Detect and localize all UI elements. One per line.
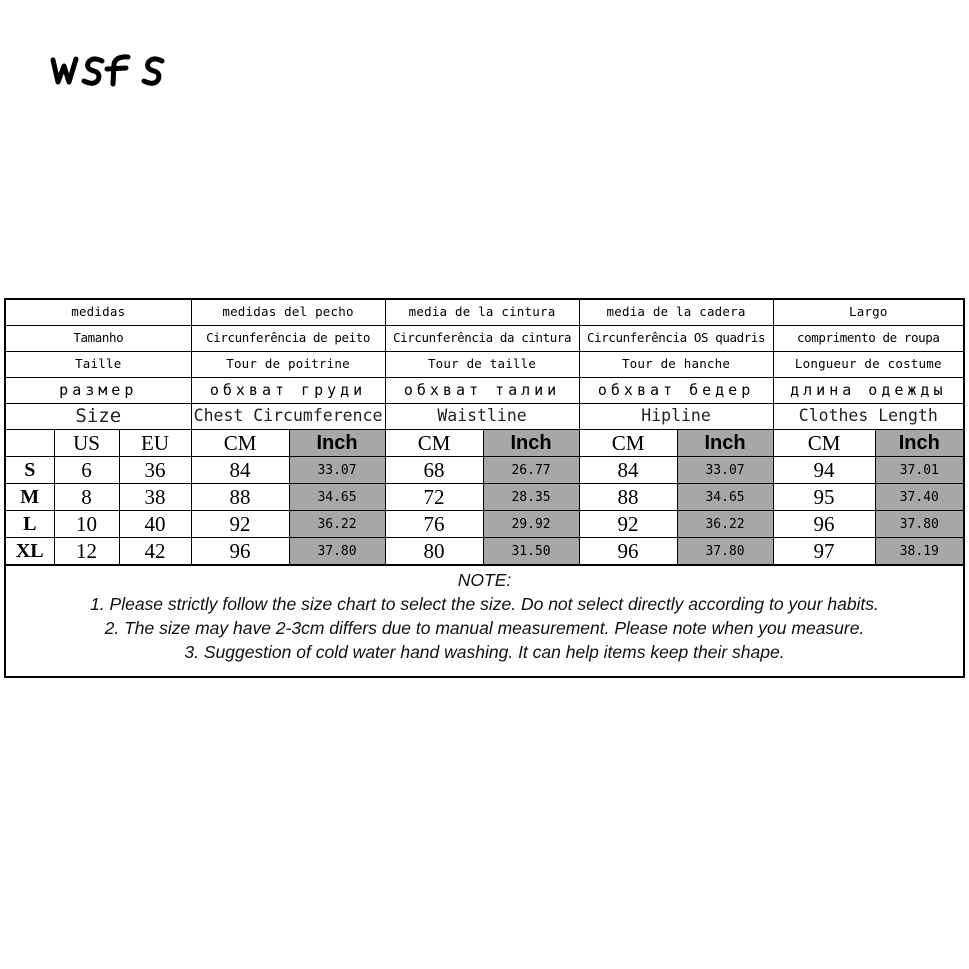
hip-cm-header: CM bbox=[579, 430, 677, 457]
header-row-russian bbox=[6, 378, 963, 404]
eu-header: EU bbox=[119, 430, 191, 457]
length-inch-cell: 37.01 bbox=[875, 457, 963, 484]
eu-cell: 40 bbox=[119, 511, 191, 538]
header-row-portuguese bbox=[6, 326, 963, 352]
header-waist-label: Tour de taille bbox=[385, 352, 579, 378]
table-row bbox=[6, 484, 963, 511]
unit-header-row bbox=[6, 430, 963, 457]
header-waist-label: Waistline bbox=[385, 404, 579, 430]
length-inch-cell: 37.40 bbox=[875, 484, 963, 511]
header-size-label: Taille bbox=[6, 352, 191, 378]
header-length-label: comprimento de roupa bbox=[773, 326, 963, 352]
chest-inch-cell: 37.80 bbox=[289, 538, 385, 565]
table-row bbox=[6, 457, 963, 484]
header-size-label: размер bbox=[6, 378, 191, 404]
size-chart bbox=[4, 298, 965, 678]
eu-cell: 38 bbox=[119, 484, 191, 511]
hip-inch-cell: 36.22 bbox=[677, 511, 773, 538]
chest-inch-header: Inch bbox=[289, 430, 385, 457]
us-header: US bbox=[54, 430, 119, 457]
header-chest-label: Chest Circumference bbox=[191, 404, 385, 430]
chest-cm-cell: 96 bbox=[191, 538, 289, 565]
hip-inch-header: Inch bbox=[677, 430, 773, 457]
blank-header-cell bbox=[6, 430, 54, 457]
header-waist-label: media de la cintura bbox=[385, 300, 579, 326]
us-cell: 12 bbox=[54, 538, 119, 565]
chest-cm-cell: 84 bbox=[191, 457, 289, 484]
chest-cm-header: CM bbox=[191, 430, 289, 457]
header-chest-label: обхват груди bbox=[191, 378, 385, 404]
header-hip-label: media de la cadera bbox=[579, 300, 773, 326]
header-chest-label: Tour de poitrine bbox=[191, 352, 385, 378]
chest-inch-cell: 33.07 bbox=[289, 457, 385, 484]
header-chest-label: medidas del pecho bbox=[191, 300, 385, 326]
eu-cell: 42 bbox=[119, 538, 191, 565]
waist-cm-header: CM bbox=[385, 430, 483, 457]
length-cm-cell: 97 bbox=[773, 538, 875, 565]
size-table bbox=[6, 300, 963, 565]
waist-inch-cell: 29.92 bbox=[483, 511, 579, 538]
header-chest-label: Circunferência de peito bbox=[191, 326, 385, 352]
note-line: 3. Suggestion of cold water hand washing. It can help items keep their shape. bbox=[184, 642, 785, 662]
length-cm-cell: 96 bbox=[773, 511, 875, 538]
hip-inch-cell: 37.80 bbox=[677, 538, 773, 565]
waist-cm-cell: 80 bbox=[385, 538, 483, 565]
length-cm-cell: 95 bbox=[773, 484, 875, 511]
hip-cm-cell: 96 bbox=[579, 538, 677, 565]
header-waist-label: обхват талии bbox=[385, 378, 579, 404]
chest-inch-cell: 34.65 bbox=[289, 484, 385, 511]
header-hip-label: Tour de hanche bbox=[579, 352, 773, 378]
header-waist-label: Circunferência da cintura bbox=[385, 326, 579, 352]
hip-cm-cell: 84 bbox=[579, 457, 677, 484]
note-line: 2. The size may have 2-3cm differs due to manual measurement. Please note when you measure. bbox=[104, 618, 865, 638]
header-hip-label: обхват бедер bbox=[579, 378, 773, 404]
notes-section bbox=[6, 565, 963, 676]
length-inch-cell: 37.80 bbox=[875, 511, 963, 538]
size-cell: S bbox=[6, 457, 54, 484]
header-row-french bbox=[6, 352, 963, 378]
waist-cm-cell: 76 bbox=[385, 511, 483, 538]
length-inch-header: Inch bbox=[875, 430, 963, 457]
waist-inch-cell: 31.50 bbox=[483, 538, 579, 565]
table-row bbox=[6, 511, 963, 538]
hip-inch-cell: 33.07 bbox=[677, 457, 773, 484]
header-size-label: medidas bbox=[6, 300, 191, 326]
header-length-label: Largo bbox=[773, 300, 963, 326]
us-cell: 8 bbox=[54, 484, 119, 511]
header-length-label: длина одежды bbox=[773, 378, 963, 404]
size-cell: M bbox=[6, 484, 54, 511]
chest-inch-cell: 36.22 bbox=[289, 511, 385, 538]
notes-title: NOTE: bbox=[457, 570, 512, 590]
waist-cm-cell: 72 bbox=[385, 484, 483, 511]
header-hip-label: Circunferência OS quadris bbox=[579, 326, 773, 352]
hip-inch-cell: 34.65 bbox=[677, 484, 773, 511]
header-row-english bbox=[6, 404, 963, 430]
header-row-portuguese-spanish bbox=[6, 300, 963, 326]
waist-cm-cell: 68 bbox=[385, 457, 483, 484]
note-line: 1. Please strictly follow the size chart to select the size. Do not select directly according to your habits. bbox=[90, 594, 879, 614]
chest-cm-cell: 88 bbox=[191, 484, 289, 511]
waist-inch-header: Inch bbox=[483, 430, 579, 457]
hip-cm-cell: 88 bbox=[579, 484, 677, 511]
us-cell: 10 bbox=[54, 511, 119, 538]
header-size-label: Size bbox=[6, 404, 191, 430]
waist-inch-cell: 28.35 bbox=[483, 484, 579, 511]
length-cm-cell: 94 bbox=[773, 457, 875, 484]
brand-logo-mark bbox=[50, 50, 170, 90]
eu-cell: 36 bbox=[119, 457, 191, 484]
size-cell: L bbox=[6, 511, 54, 538]
chest-cm-cell: 92 bbox=[191, 511, 289, 538]
hip-cm-cell: 92 bbox=[579, 511, 677, 538]
length-cm-header: CM bbox=[773, 430, 875, 457]
header-length-label: Longueur de costume bbox=[773, 352, 963, 378]
header-hip-label: Hipline bbox=[579, 404, 773, 430]
length-inch-cell: 38.19 bbox=[875, 538, 963, 565]
size-cell: XL bbox=[6, 538, 54, 565]
table-row bbox=[6, 538, 963, 565]
header-length-label: Clothes Length bbox=[773, 404, 963, 430]
us-cell: 6 bbox=[54, 457, 119, 484]
waist-inch-cell: 26.77 bbox=[483, 457, 579, 484]
brand-logo bbox=[50, 50, 170, 90]
header-size-label: Tamanho bbox=[6, 326, 191, 352]
